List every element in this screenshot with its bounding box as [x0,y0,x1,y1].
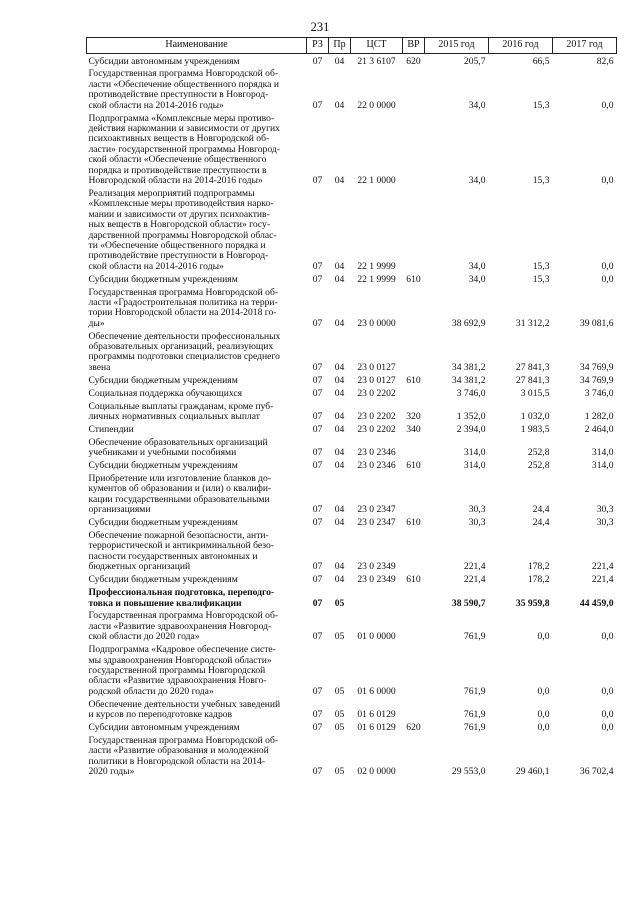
cell-vr [403,643,425,698]
cell-vr: 320 [406,411,421,422]
table-row [87,373,617,386]
cell-vr [403,609,425,643]
cell-rz: 07 [312,411,323,422]
cell-y2017: 0,0 [601,631,614,643]
cell-cst: 01 6 0129 [357,721,396,733]
cell-rz: 07 [312,561,323,573]
cell-cst: 23 0 2346 [357,460,396,472]
cell-y2016: 66,5 [532,55,550,67]
cell-pr: 04 [334,387,345,399]
cell-rz: 07 [312,721,323,733]
column-pr-header: Пр [329,38,351,54]
cell-y2015: 2 394,0 [456,423,486,435]
table-row [87,111,617,186]
cell-vr: 610 [406,273,421,285]
cell-rz: 07 [312,447,323,459]
cell-cst: 23 0 2349 [357,561,396,573]
cell-y2016: 0,0 [537,631,550,643]
cell-y2017: 39 081,6 [579,317,614,329]
cell-y2015: 30,3 [468,517,486,529]
cell-pr: 04 [334,423,345,435]
column-cst-header: ЦСТ [351,38,403,54]
cell-pr: 04 [334,99,345,111]
table-row [87,609,617,643]
cell-pr: 05 [334,709,345,721]
cell-y2016: 15,3 [532,174,550,186]
cell-name: Приобретение или изготовление бланков до- кументов об образовании и (или) о квалифи- кации государственными образовательными организациями [88,473,272,516]
cell-rz: 07 [312,99,323,111]
cell-y2017: 34 769,9 [579,361,614,373]
cell-vr: 620 [406,721,421,733]
cell-y2015: 3 746,0 [456,387,486,399]
cell-y2016: 252,8 [527,447,550,459]
cell-pr: 05 [334,631,345,643]
cell-cst: 01 6 0000 [357,685,396,697]
column-2017-header: 2017 год [553,38,617,54]
cell-y2017: 221,4 [591,574,614,586]
cell-name: Социальные выплаты гражданам, кроме пуб- личных нормативных социальных выплат [88,400,274,422]
cell-y2015: 34,0 [468,273,486,285]
cell-cst: 23 0 2346 [357,447,396,459]
cell-y2016: 0,0 [537,685,550,697]
cell-pr: 05 [334,685,345,697]
cell-name: Субсидии бюджетным учреждениям [88,273,238,285]
cell-cst: 01 6 0129 [357,709,396,721]
cell-vr [403,733,425,777]
table-row [87,272,617,285]
cell-pr: 04 [334,317,345,329]
cell-cst: 23 0 2202 [357,423,396,435]
table-row [87,529,617,573]
table-row [87,435,617,458]
cell-y2017: 0,0 [601,273,614,285]
table-row [87,459,617,472]
cell-rz: 07 [312,597,323,609]
table-row [87,586,617,609]
cell-y2015: 38 692,9 [451,317,486,329]
cell-name: Субсидии бюджетным учреждениям [88,517,238,529]
cell-vr: 620 [406,55,421,67]
table-row [87,54,617,67]
cell-name: Субсидии автономным учреждениям [88,721,240,733]
cell-name: Обеспечение пожарной безопасности, анти- террористической и антикриминальной безо- пасности государственных автономных и бюджетных организаций [88,530,274,573]
cell-y2015: 30,3 [468,504,486,516]
cell-pr: 04 [334,447,345,459]
cell-cst: 22 1 0000 [357,174,396,186]
column-2015-header: 2015 год [425,38,489,54]
cell-vr [403,67,425,111]
cell-y2015: 34,0 [468,174,486,186]
cell-cst: 23 0 2202 [357,411,396,422]
cell-pr: 04 [334,260,345,272]
cell-rz: 07 [312,709,323,721]
cell-y2016: 24,4 [532,517,550,529]
cell-cst: 23 0 2349 [357,574,396,586]
cell-rz: 07 [312,517,323,529]
cell-rz: 07 [312,574,323,586]
cell-y2016: 252,8 [527,460,550,472]
table-row [87,285,617,329]
cell-y2015: 314,0 [463,460,486,472]
cell-cst: 23 0 0000 [357,317,396,329]
cell-cst: 01 0 0000 [357,631,396,643]
cell-y2015: 761,9 [463,709,486,721]
cell-y2017: 221,4 [591,561,614,573]
cell-y2017: 0,0 [601,709,614,721]
cell-y2016: 24,4 [532,504,550,516]
cell-cst: 23 0 0127 [357,374,396,386]
cell-y2017: 0,0 [601,260,614,272]
cell-rz: 07 [312,273,323,285]
cell-pr: 04 [334,460,345,472]
cell-y2016: 35 959,8 [515,597,550,609]
cell-vr [403,529,425,573]
table-row [87,720,617,733]
cell-y2016: 27 841,3 [515,374,550,386]
cell-y2017: 1 282,0 [584,411,614,422]
cell-vr [403,111,425,186]
cell-y2017: 0,0 [601,99,614,111]
cell-y2016: 0,0 [537,721,550,733]
cell-name: Профессиональная подготовка, переподго- товка и повышение квалификации [88,587,275,609]
cell-pr: 04 [334,561,345,573]
cell-y2017: 30,3 [596,504,614,516]
cell-cst: 02 0 0000 [357,766,396,778]
cell-y2017: 0,0 [601,721,614,733]
budget-table [86,37,617,778]
cell-vr: 610 [406,374,421,386]
cell-y2017: 0,0 [601,174,614,186]
cell-rz: 07 [312,387,323,399]
cell-rz: 07 [312,55,323,67]
cell-y2016: 31 312,2 [515,317,550,329]
cell-rz: 07 [312,766,323,778]
column-rz-header: РЗ [307,38,329,54]
cell-name: Субсидии бюджетным учреждениям [88,374,238,386]
cell-y2017: 36 702,4 [579,766,614,778]
cell-name: Субсидии бюджетным учреждениям [88,574,238,586]
cell-pr: 04 [334,374,345,386]
cell-rz: 07 [312,631,323,643]
cell-cst: 23 0 2202 [357,387,396,399]
cell-y2017: 0,0 [601,685,614,697]
table-header-row [87,38,617,54]
table-row [87,643,617,698]
cell-y2015: 34,0 [468,260,486,272]
page-number: 231 [310,20,330,34]
cell-pr: 04 [334,361,345,373]
cell-pr: 05 [334,597,345,609]
cell-pr: 05 [334,766,345,778]
cell-y2015: 314,0 [463,447,486,459]
cell-y2015: 34,0 [468,99,486,111]
cell-y2017: 30,3 [596,517,614,529]
cell-y2015: 1 352,0 [456,411,486,422]
cell-y2015: 761,9 [463,631,486,643]
cell-pr: 04 [334,273,345,285]
cell-y2016: 1 983,5 [520,423,550,435]
cell-y2015: 761,9 [463,721,486,733]
cell-y2017: 44 459,0 [579,597,614,609]
cell-name: Государственная программа Новгородской об- ласти «Развитие здравоохранения Новгород- ской области до 2020 года» [88,610,279,643]
cell-y2017: 82,6 [596,55,614,67]
cell-cst: 23 0 2347 [357,517,396,529]
cell-rz: 07 [312,685,323,697]
cell-cst: 23 0 2347 [357,504,396,516]
table-row [87,386,617,399]
cell-y2015: 221,4 [463,561,486,573]
cell-pr: 04 [334,504,345,516]
cell-vr [403,285,425,329]
cell-vr [403,586,425,609]
cell-rz: 07 [312,361,323,373]
cell-y2015: 38 590,7 [451,597,486,609]
cell-name: Государственная программа Новгородской об- ласти «Градостроительная политика на терри- тории Новгородской области на 2014-2018 го- ды» [88,286,279,329]
cell-y2015: 221,4 [463,574,486,586]
cell-y2016: 15,3 [532,273,550,285]
cell-pr: 04 [334,517,345,529]
table-row [87,733,617,777]
cell-y2015: 761,9 [463,685,486,697]
cell-cst: 22 0 0000 [357,99,396,111]
table-row [87,399,617,422]
cell-name: Государственная программа Новгородской об- ласти «Обеспечение общественного порядка и противодействие преступности в Новгород- ской области на 2014-2016 годы» [88,68,279,111]
cell-cst: 21 3 6107 [357,55,396,67]
cell-y2016: 29 460,1 [515,766,550,778]
cell-y2016: 27 841,3 [515,361,550,373]
cell-vr [403,386,425,399]
cell-y2015: 205,7 [463,55,486,67]
cell-name: Подпрограмма «Кадровое обеспечение систе- мы здравоохранения Новгородской области» государственной программы Новгородской области «Развитие здравоохранения Новго- родской области до 2020 года» [88,644,276,697]
cell-name: Субсидии бюджетным учреждениям [88,460,238,472]
cell-y2016: 0,0 [537,709,550,721]
cell-name: Обеспечение деятельности профессиональных образовательных организаций, реализующих программы подготовки специалистов среднего звена [88,330,281,373]
cell-y2017: 314,0 [591,460,614,472]
cell-rz: 07 [312,423,323,435]
cell-y2017: 2 464,0 [584,423,614,435]
cell-y2016: 15,3 [532,260,550,272]
column-vr-header: ВР [403,38,425,54]
cell-name: Государственная программа Новгородской об- ласти «Развитие образования и молодежной политики в Новгородской области на 2014- 2020 годы» [88,734,279,778]
cell-y2015: 34 381,2 [451,374,486,386]
table-row [87,573,617,586]
cell-rz: 07 [312,504,323,516]
cell-y2016: 178,2 [527,574,550,586]
cell-y2016: 15,3 [532,99,550,111]
cell-y2016: 1 032,0 [520,411,550,422]
cell-name: Обеспечение деятельности учебных заведений и курсов по переподготовке кадров [88,698,281,721]
cell-name: Субсидии автономным учреждениям [88,55,240,67]
cell-rz: 07 [312,174,323,186]
cell-y2015: 34 381,2 [451,361,486,373]
cell-rz: 07 [312,374,323,386]
cell-vr: 340 [406,423,421,435]
cell-y2017: 3 746,0 [584,387,614,399]
cell-vr: 610 [406,460,421,472]
cell-cst: 22 1 9999 [357,260,396,272]
cell-pr: 04 [334,55,345,67]
table-body [87,54,617,778]
cell-name: Социальная поддержка обучающихся [88,387,243,399]
cell-vr [403,472,425,516]
cell-cst: 23 0 0127 [357,361,396,373]
cell-cst [351,586,403,609]
cell-pr: 04 [334,174,345,186]
table-row [87,329,617,373]
cell-vr [403,329,425,373]
cell-vr: 610 [406,574,421,586]
column-2016-header: 2016 год [489,38,553,54]
cell-y2017: 34 769,9 [579,374,614,386]
table-row [87,186,617,272]
cell-y2015: 29 553,0 [451,766,486,778]
cell-y2016: 178,2 [527,561,550,573]
cell-y2017: 314,0 [591,447,614,459]
table-row [87,516,617,529]
cell-vr [403,186,425,272]
cell-name: Реализация мероприятий подпрограммы «Комплексные меры противодействия нарко- мании и зависимости от других психоактив- ных веществ в Новгородской области» госу- дарственной программы Новгородской облас- ти «Обеспечение общественного порядка и противодействие преступности в Новгород- ской области на 2014-2016 годы» [88,187,277,272]
cell-rz: 07 [312,260,323,272]
table-row [87,422,617,435]
cell-name: Обеспечение образовательных организаций учебниками и учебными пособиями [88,436,268,459]
cell-pr: 05 [334,721,345,733]
column-name-header: Наименование [87,38,307,54]
cell-y2016: 3 015,5 [520,387,550,399]
cell-cst: 22 1 9999 [357,273,396,285]
cell-name: Подпрограмма «Комплексные меры противо- действия наркомании и зависимости от других психоактивных веществ в Новгородской об- ласти» государственной программы Новгород- ской области «Обеспечение общественного порядка и противодействие преступности в Новгородской области на 2014-2016 годы» [88,112,280,186]
cell-pr: 04 [334,411,345,422]
table-row [87,697,617,720]
table-row [87,472,617,516]
cell-vr: 610 [406,517,421,529]
table-row [87,67,617,111]
cell-rz: 07 [312,317,323,329]
cell-rz: 07 [312,460,323,472]
cell-vr [403,697,425,720]
cell-pr: 04 [334,574,345,586]
cell-vr [403,435,425,458]
cell-name: Стипендии [88,423,134,435]
